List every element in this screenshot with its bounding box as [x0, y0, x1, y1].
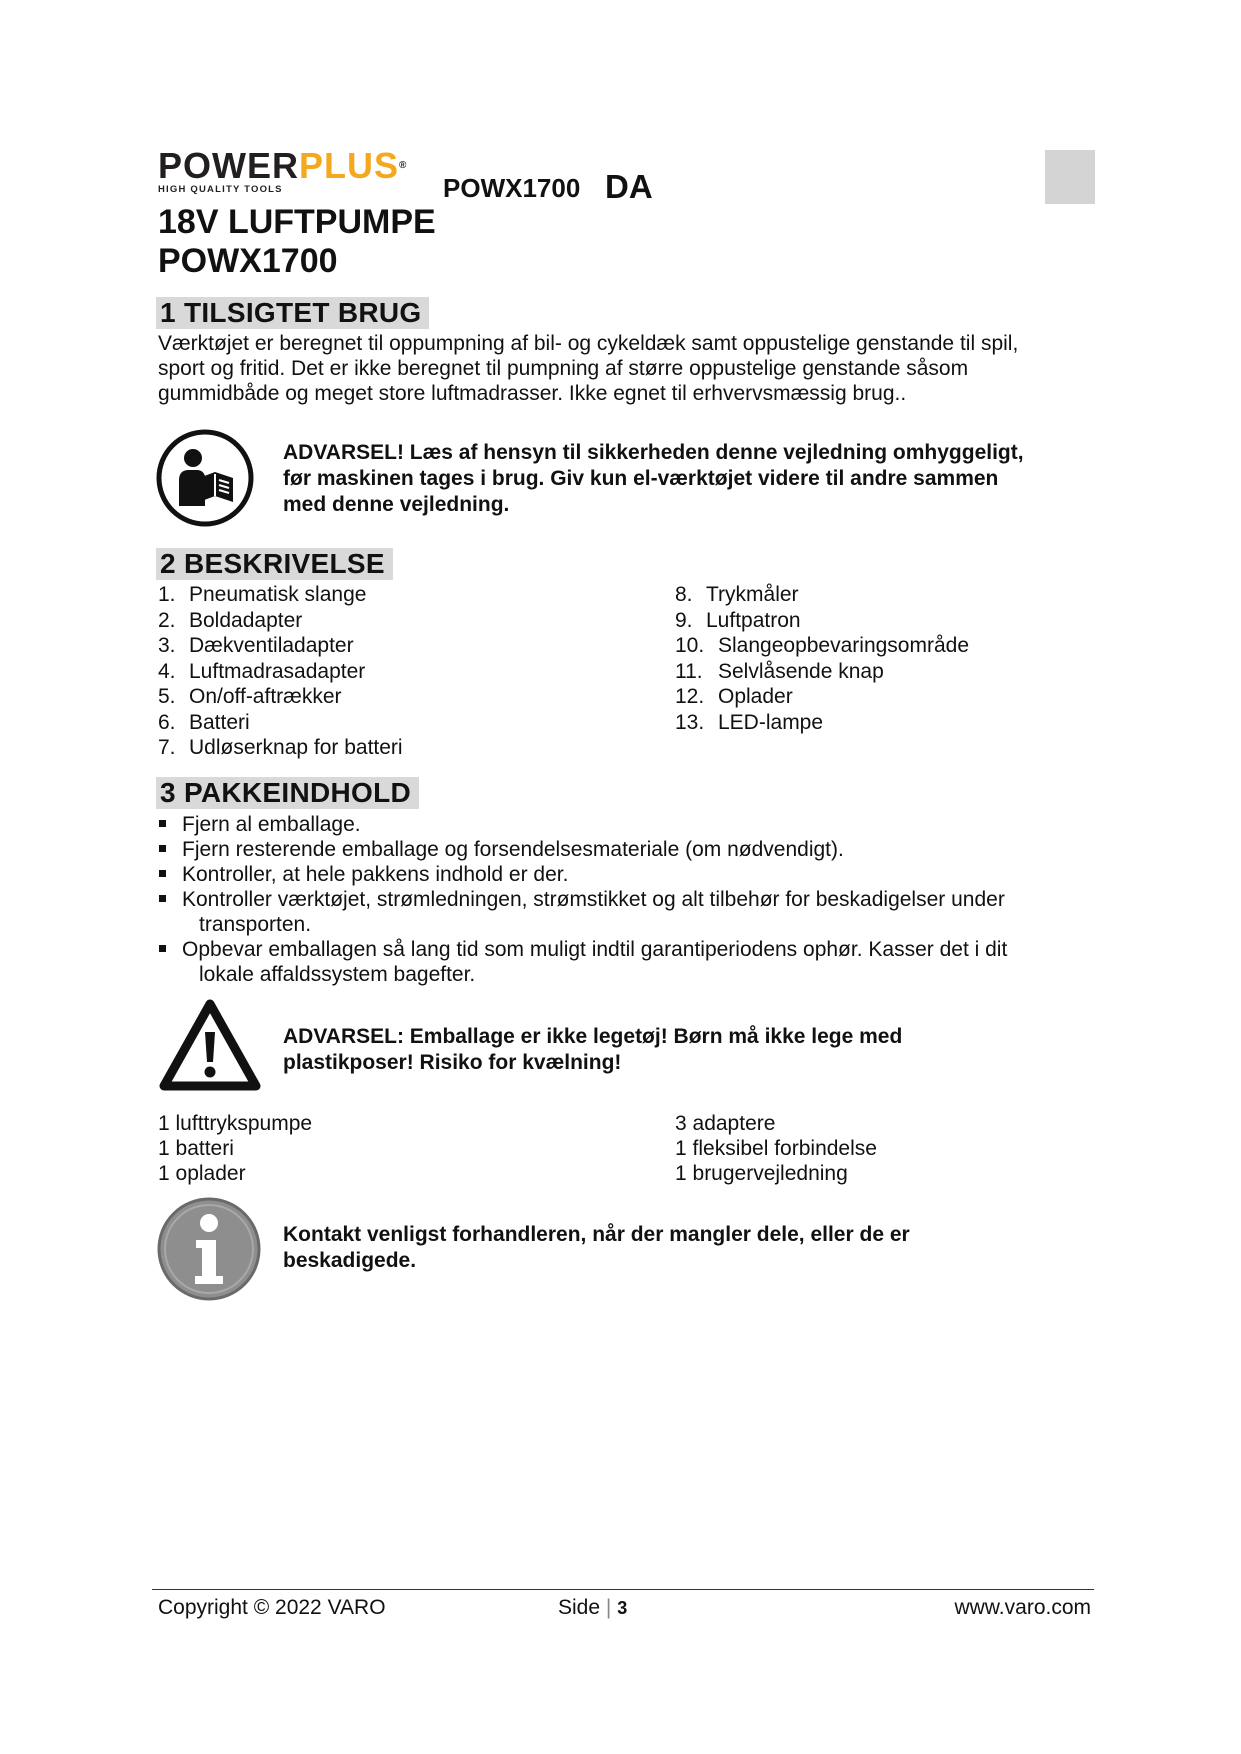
item-number: 12. [675, 685, 705, 708]
item-number: 9. [675, 608, 693, 632]
info-line: beskadigede. [283, 1249, 417, 1272]
item-number: 5. [158, 685, 176, 708]
language-code: DA [605, 168, 653, 205]
manual-warning-text [283, 440, 1024, 518]
bullet-text-continuation: transporten. [199, 913, 312, 936]
bullet-text: Kontroller, at hele pakkens indhold er der. [182, 863, 569, 886]
section-heading-package-contents: 3 PAKKEINDHOLD [156, 777, 419, 809]
contents-list-right [675, 1111, 877, 1186]
footer-page [558, 1596, 627, 1620]
package-bullet-list [158, 812, 1078, 987]
bullet-text-continuation: lokale affaldssystem bagefter. [199, 963, 476, 986]
warning-triangle-icon [158, 998, 262, 1092]
item-label: On/off-aftrækker [189, 685, 342, 708]
bullet-square-icon [159, 945, 166, 952]
text-line: gummidbåde og meget store luftmadrasser. Ikke egnet til erhvervsmæssig brug.. [158, 382, 907, 405]
list-item [675, 710, 969, 736]
list-item [675, 608, 969, 634]
item-label: Udløserknap for batteri [189, 736, 403, 759]
model-code: POWX1700 [443, 173, 581, 203]
list-item [675, 659, 969, 685]
contents-item: 1 brugervejledning [675, 1162, 848, 1185]
description-list-left [158, 582, 403, 761]
bullet-square-icon [159, 870, 166, 877]
item-label: Boldadapter [189, 608, 303, 632]
footer-website: www.varo.com [954, 1596, 1091, 1619]
item-number: 6. [158, 710, 176, 734]
bullet-square-icon [159, 820, 166, 827]
info-line: Kontakt venligst forhandleren, når der mangler dele, eller de er [283, 1223, 910, 1246]
contents-item: 1 fleksibel forbindelse [675, 1137, 877, 1160]
item-label: Dækventiladapter [189, 634, 354, 657]
item-label: Pneumatisk slange [189, 583, 367, 606]
item-number: 13. [675, 710, 705, 734]
intended-use-text [158, 331, 1018, 406]
missing-parts-info-text [283, 1222, 910, 1274]
bullet-item [158, 887, 1078, 937]
logo-tagline: HIGH QUALITY TOOLS [158, 184, 283, 195]
description-list-right [675, 582, 969, 735]
footer-copyright: Copyright © 2022 VARO [158, 1596, 386, 1619]
contents-list-left [158, 1111, 312, 1186]
logo-part-power: POWER [158, 145, 300, 186]
bullet-item [158, 812, 1078, 837]
bullet-square-icon [159, 845, 166, 852]
warning-line: med denne vejledning. [283, 493, 510, 516]
page-title-line2: POWX1700 [158, 242, 338, 280]
bullet-text: Fjern al emballage. [182, 813, 361, 836]
text-line: Værktøjet er beregnet til oppumpning af bil- og cykeldæk samt oppustelige genstande til spil, [158, 332, 1019, 355]
item-number: 4. [158, 659, 176, 683]
page-separator: | [605, 1596, 612, 1619]
section-heading-intended-use: 1 TILSIGTET BRUG [156, 297, 429, 329]
contents-item: 1 lufttrykspumpe [158, 1112, 313, 1135]
item-label: Luftmadrasadapter [189, 659, 366, 683]
list-item [158, 684, 403, 710]
info-icon [156, 1196, 262, 1302]
warning-line: ADVARSEL! Læs af hensyn til sikkerheden denne vejledning omhyggeligt, [283, 441, 1024, 464]
packaging-warning-text [283, 1024, 902, 1076]
bullet-text: Fjern resterende emballage og forsendelsesmateriale (om nødvendigt). [182, 838, 844, 861]
bullet-item [158, 862, 1078, 887]
list-item [675, 582, 969, 608]
warning-line: plastikposer! Risiko for kvælning! [283, 1051, 622, 1074]
footer-divider [152, 1589, 1094, 1590]
item-number: 3. [158, 634, 176, 657]
bullet-square-icon [159, 895, 166, 902]
warning-line: ADVARSEL: Emballage er ikke legetøj! Børn må ikke lege med [283, 1025, 903, 1048]
item-label: Batteri [189, 710, 250, 734]
bullet-item [158, 937, 1078, 987]
section-heading-description: 2 BESKRIVELSE [156, 548, 393, 580]
list-item [675, 684, 969, 710]
item-number: 11. [675, 659, 703, 683]
warning-line: før maskinen tages i brug. Giv kun el-værktøjet videre til andre sammen [283, 467, 999, 490]
item-label: Trykmåler [706, 583, 799, 606]
bullet-item [158, 837, 1078, 862]
item-number: 2. [158, 608, 176, 632]
item-label: Slangeopbevaringsområde [718, 634, 970, 657]
item-label: Selvlåsende knap [718, 659, 884, 683]
item-number: 10. [675, 634, 705, 657]
logo-part-plus: PLUS [299, 145, 400, 186]
list-item [158, 735, 403, 761]
list-item [158, 608, 403, 634]
item-label: Luftpatron [706, 608, 801, 632]
contents-item: 3 adaptere [675, 1112, 776, 1135]
corner-marker [1045, 150, 1095, 204]
brand-logo [158, 145, 428, 200]
list-item [158, 633, 403, 659]
item-number: 7. [158, 736, 176, 759]
page-title-line1: 18V LUFTPUMPE [158, 203, 436, 241]
list-item [158, 659, 403, 685]
page-label: Side [558, 1596, 601, 1619]
item-number: 8. [675, 583, 693, 606]
text-line: sport og fritid. Det er ikke beregnet til pumpning af større oppustelige genstande såsom [158, 357, 969, 380]
logo-registered: ® [399, 160, 408, 171]
item-label: LED-lampe [718, 710, 824, 734]
list-item [675, 633, 969, 659]
logo-wordmark [158, 145, 428, 186]
item-number: 1. [158, 583, 176, 606]
contents-item: 1 batteri [158, 1137, 234, 1160]
page-number: 3 [617, 1598, 628, 1618]
bullet-text: Kontroller værktøjet, strømledningen, strømstikket og alt tilbehør for beskadigelser under [182, 888, 1005, 911]
item-label: Oplader [718, 685, 793, 708]
bullet-text: Opbevar emballagen så lang tid som muligt indtil garantiperiodens ophør. Kasser det i dit [182, 938, 1008, 961]
list-item [158, 710, 403, 736]
list-item [158, 582, 403, 608]
read-manual-icon [155, 428, 255, 528]
contents-item: 1 oplader [158, 1162, 246, 1185]
